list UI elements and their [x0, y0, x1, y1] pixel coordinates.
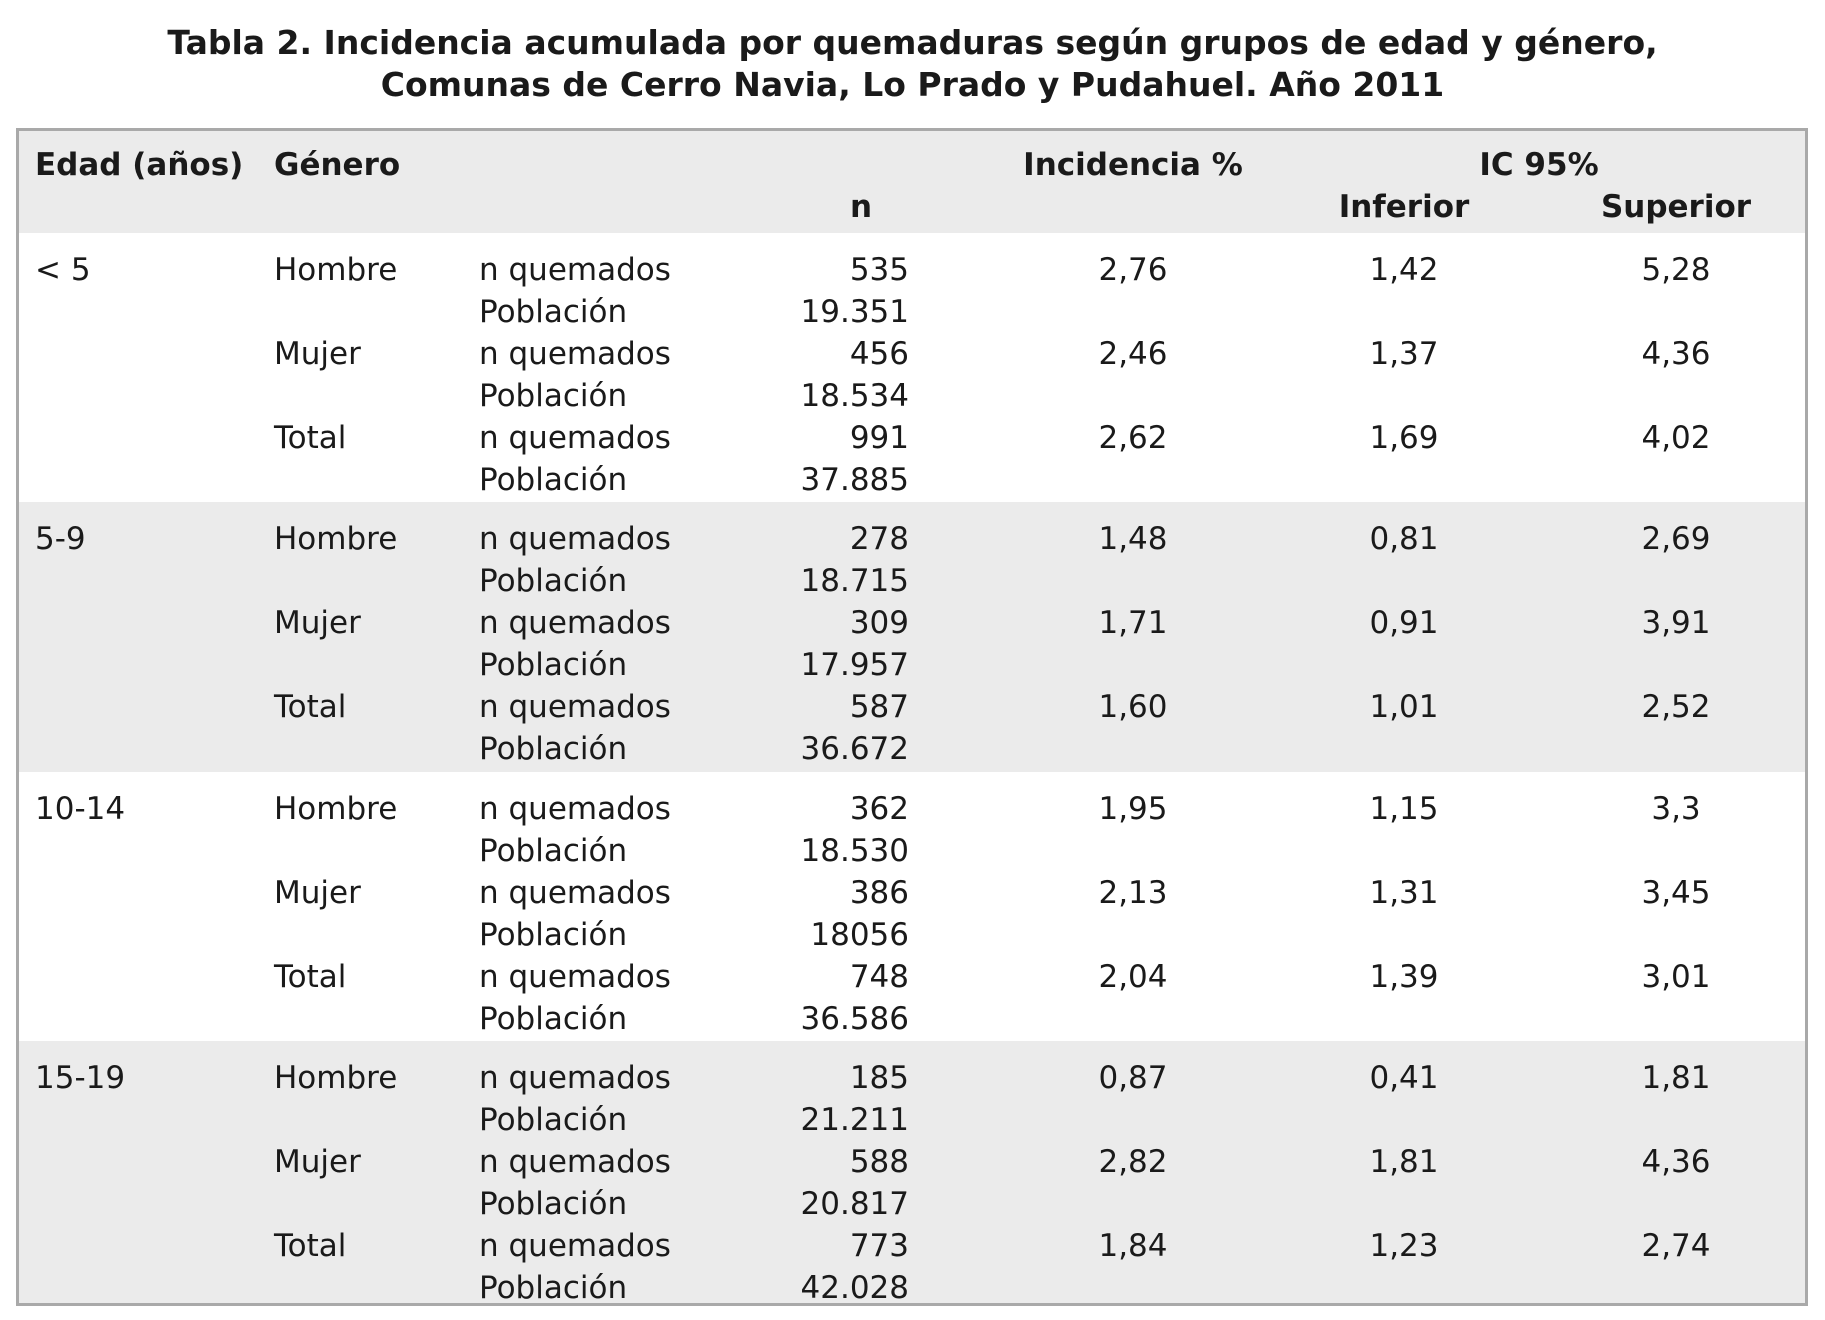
gender-label: Hombre: [274, 252, 398, 288]
cell-ic-superior: 2,69: [1641, 521, 1711, 557]
cell-n-quemados: 748: [849, 959, 909, 995]
cell-ic-superior: 4,02: [1641, 420, 1711, 456]
row-label-quemados: n quemados: [479, 521, 671, 557]
age-label: 10-14: [35, 791, 126, 827]
row-label-poblacion: Población: [479, 647, 628, 683]
cell-n-quemados: 588: [849, 1144, 909, 1180]
cell-ic-superior: 3,01: [1641, 959, 1711, 995]
gender-label: Total: [274, 959, 347, 995]
cell-poblacion: 18.530: [800, 833, 909, 869]
row-label-poblacion: Población: [479, 833, 628, 869]
cell-ic-inferior: 0,91: [1369, 605, 1439, 641]
cell-ic-inferior: 1,39: [1369, 959, 1439, 995]
row-label-quemados: n quemados: [479, 336, 671, 372]
cell-ic-superior: 5,28: [1641, 252, 1711, 288]
age-label: 15-19: [35, 1060, 126, 1096]
gender-label: Mujer: [274, 875, 361, 911]
row-label-quemados: n quemados: [479, 689, 671, 725]
header-n: n: [849, 189, 873, 225]
table-title: [0, 22, 1825, 106]
cell-poblacion: 36.672: [800, 731, 909, 767]
table-header: [19, 131, 1805, 233]
cell-ic-inferior: 1,23: [1369, 1228, 1439, 1264]
gender-label: Hombre: [274, 521, 398, 557]
gender-label: Total: [274, 420, 347, 456]
header-superior: Superior: [1600, 189, 1752, 225]
gender-label: Hombre: [274, 1060, 398, 1096]
cell-incidencia: 2,62: [1098, 420, 1168, 456]
gender-label: Total: [274, 1228, 347, 1264]
cell-ic-superior: 4,36: [1641, 1144, 1711, 1180]
row-label-quemados: n quemados: [479, 1060, 671, 1096]
gender-label: Hombre: [274, 791, 398, 827]
cell-incidencia: 2,04: [1098, 959, 1168, 995]
row-label-poblacion: Población: [479, 1102, 628, 1138]
cell-incidencia: 1,84: [1098, 1228, 1168, 1264]
cell-incidencia: 1,60: [1098, 689, 1168, 725]
cell-ic-superior: 1,81: [1641, 1060, 1711, 1096]
cell-ic-inferior: 1,15: [1369, 791, 1439, 827]
cell-incidencia: 1,95: [1098, 791, 1168, 827]
cell-n-quemados: 773: [849, 1228, 909, 1264]
cell-ic-superior: 2,52: [1641, 689, 1711, 725]
cell-incidencia: 1,48: [1098, 521, 1168, 557]
row-label-poblacion: Población: [479, 563, 628, 599]
cell-ic-superior: 4,36: [1641, 336, 1711, 372]
cell-n-quemados: 309: [849, 605, 909, 641]
header-ic95: IC 95%: [1479, 147, 1599, 183]
cell-incidencia: 0,87: [1098, 1060, 1168, 1096]
cell-ic-superior: 3,91: [1641, 605, 1711, 641]
gender-label: Mujer: [274, 605, 361, 641]
cell-ic-inferior: 0,81: [1369, 521, 1439, 557]
row-label-poblacion: Población: [479, 378, 628, 414]
cell-ic-inferior: 1,01: [1369, 689, 1439, 725]
age-label: 5-9: [35, 521, 86, 557]
row-label-quemados: n quemados: [479, 420, 671, 456]
row-label-quemados: n quemados: [479, 605, 671, 641]
gender-label: Mujer: [274, 336, 361, 372]
cell-poblacion: 37.885: [800, 462, 909, 498]
cell-ic-superior: 3,45: [1641, 875, 1711, 911]
header-inferior: Inferior: [1338, 189, 1470, 225]
cell-n-quemados: 278: [849, 521, 909, 557]
cell-poblacion: 18.534: [800, 378, 909, 414]
cell-poblacion: 21.211: [800, 1102, 909, 1138]
row-label-poblacion: Población: [479, 294, 628, 330]
row-label-poblacion: Población: [479, 917, 628, 953]
header-edad: Edad (años): [35, 147, 244, 183]
cell-ic-superior: 3,3: [1651, 791, 1701, 827]
cell-incidencia: 2,76: [1098, 252, 1168, 288]
row-label-poblacion: Población: [479, 1001, 628, 1037]
cell-poblacion: 18.715: [800, 563, 909, 599]
cell-ic-inferior: 1,31: [1369, 875, 1439, 911]
age-group: [19, 772, 1805, 1042]
cell-n-quemados: 587: [849, 689, 909, 725]
cell-n-quemados: 386: [849, 875, 909, 911]
cell-n-quemados: 456: [849, 336, 909, 372]
cell-n-quemados: 362: [849, 791, 909, 827]
row-label-poblacion: Población: [479, 731, 628, 767]
cell-ic-superior: 2,74: [1641, 1228, 1711, 1264]
row-label-quemados: n quemados: [479, 252, 671, 288]
row-label-quemados: n quemados: [479, 959, 671, 995]
age-group: [19, 502, 1805, 772]
cell-n-quemados: 185: [849, 1060, 909, 1096]
cell-ic-inferior: 1,37: [1369, 336, 1439, 372]
cell-ic-inferior: 1,42: [1369, 252, 1439, 288]
cell-ic-inferior: 0,41: [1369, 1060, 1439, 1096]
cell-poblacion: 42.028: [800, 1270, 909, 1306]
cell-incidencia: 2,13: [1098, 875, 1168, 911]
age-label: < 5: [35, 252, 91, 288]
cell-n-quemados: 991: [849, 420, 909, 456]
row-label-quemados: n quemados: [479, 1228, 671, 1264]
cell-incidencia: 1,71: [1098, 605, 1168, 641]
gender-label: Total: [274, 689, 347, 725]
title-line-2: Comunas de Cerro Navia, Lo Prado y Pudahuel. Año 2011: [380, 65, 1445, 104]
row-label-poblacion: Población: [479, 1186, 628, 1222]
cell-poblacion: 20.817: [800, 1186, 909, 1222]
title-line-1: Tabla 2. Incidencia acumulada por quemaduras según grupos de edad y género,: [167, 23, 1658, 62]
cell-poblacion: 17.957: [800, 647, 909, 683]
row-label-poblacion: Población: [479, 462, 628, 498]
cell-poblacion: 18056: [810, 917, 909, 953]
header-incidencia: Incidencia %: [1023, 147, 1243, 183]
cell-ic-inferior: 1,81: [1369, 1144, 1439, 1180]
data-table: [16, 128, 1808, 1306]
age-group: [19, 233, 1805, 503]
row-label-quemados: n quemados: [479, 875, 671, 911]
cell-poblacion: 19.351: [800, 294, 909, 330]
age-group: [19, 1041, 1805, 1306]
cell-ic-inferior: 1,69: [1369, 420, 1439, 456]
gender-label: Mujer: [274, 1144, 361, 1180]
cell-poblacion: 36.586: [800, 1001, 909, 1037]
cell-incidencia: 2,46: [1098, 336, 1168, 372]
row-label-poblacion: Población: [479, 1270, 628, 1306]
header-genero: Género: [274, 147, 401, 183]
cell-n-quemados: 535: [849, 252, 909, 288]
row-label-quemados: n quemados: [479, 791, 671, 827]
row-label-quemados: n quemados: [479, 1144, 671, 1180]
cell-incidencia: 2,82: [1098, 1144, 1168, 1180]
